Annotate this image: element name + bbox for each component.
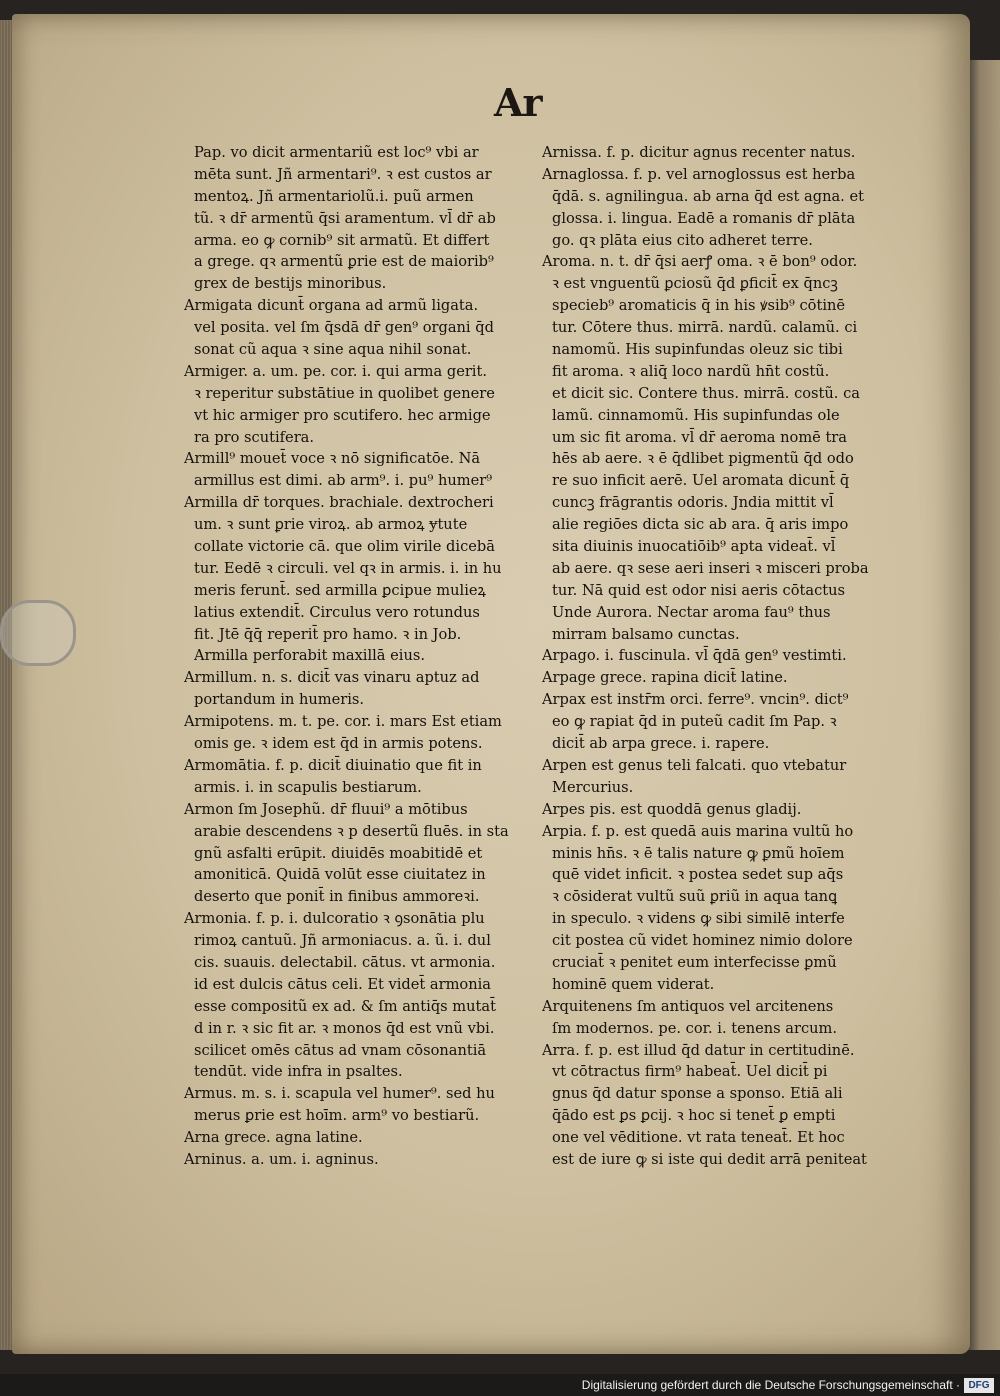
entry-headword-line: Arpax est instr̄m orci. ferre⁹. vncin⁹. dict⁹ [542,691,849,709]
entry-headword-line: Arpes pis. est quoddā genus gladij. [542,800,802,818]
text-line: fit aroma. ꝛ aliq̄ loco nardũ hn̄t costũ. [552,362,830,380]
text-line: portandum in humeris. [194,691,365,709]
text-line: armis. i. in scapulis bestiarum. [194,778,422,796]
facing-page-edge [966,60,1000,1350]
text-line: in speculo. ꝛ videns ꝙ sibi similē interfe [552,910,845,928]
text-line: ꝛ cōsiderat vultũ suũ ꝑriũ in aqua tanꝗ [552,888,838,906]
text-line: merus ꝑrie est hoīm. arm⁹ vo bestiarũ. [194,1107,480,1125]
entry-headword-line: Arpen est genus teli falcati. quo vtebatur [542,756,847,774]
text-line: eo ꝙ rapiat q̄d in puteũ cadit ſm Pap. ꝛ [552,713,837,731]
text-line: et dicit sic. Contere thus. mirrā. costũ. ca [552,384,860,402]
text-line: d in r. ꝛ sic fit ar. ꝛ monos q̄d est vnũ vbi. [194,1019,495,1037]
text-line: tũ. ꝛ dr̄ armentũ q̄si aramentum. vl̄ dr̄ ab [194,209,496,227]
entry-headword-line: Armus. m. s. i. scapula vel humer⁹. sed hu [184,1085,495,1103]
text-line: q̄ādo est ꝑs ꝑcij. ꝛ hoc si tenet̄ ꝑ empti [552,1107,836,1125]
entry-headword-line: Arnaglossa. f. p. vel arnoglossus est herba [542,165,856,183]
text-line: specieb⁹ aromaticis q̄ in his ꝟsib⁹ cōtinē [552,297,846,315]
text-line: alie regiōes dicta sic ab ara. q̄ aris impo [552,516,849,534]
dfg-logo: DFG [964,1378,994,1393]
text-line: q̄dā. s. agnilingua. ab arna q̄d est agna. et [552,187,864,205]
text-line: scilicet omēs cātus ad vnam cōsonantiā [194,1041,487,1059]
entry-headword-line: Arpago. i. fuscinula. vl̄ q̄dā gen⁹ vestimti. [542,647,847,665]
text-line: armillus est dimi. ab arm⁹. i. pu⁹ humer⁹ [194,472,493,490]
text-line: ꝛ reperitur substātiue in quolibet genere [194,384,495,402]
text-line: tur. Cōtere thus. mirrā. nardũ. calamũ. ci [552,319,858,337]
text-line: quē videt inficit. ꝛ postea sedet sup aq̄s [552,866,844,884]
text-line: amoniticā. Quidā volūt esse ciuitatez in [194,866,486,884]
text-line: id est dulcis cātus celi. Et videt̄ armonia [194,975,491,993]
text-line: hēs ab aere. ꝛ ē q̄dlibet pigmentũ q̄d odo [552,450,854,468]
entry-headword-line: Armipotens. m. t. pe. cor. i. mars Est etiam [184,713,502,731]
page-clip [0,600,76,666]
text-line: cuncꝫ frāgrantis odoris. Jndia mittit vl̄ [552,494,834,512]
entry-headword-line: Arpage grece. rapina dicit̄ latine. [542,669,788,687]
entry-headword-line: Arninus. a. um. i. agninus. [184,1150,379,1168]
text-line: omis ge. ꝛ idem est q̄d in armis potens. [194,735,483,753]
text-line: Pap. vo dicit armentariũ est loc⁹ vbi ar [194,144,479,161]
entry-headword-line: Aroma. n. t. dr̄ q̄si aerꝭ oma. ꝛ ē bon⁹ odor. [542,253,858,271]
text-line: lamũ. cinnamomũ. His supinfundas ole [552,406,840,424]
text-line: a grege. qꝛ armentũ ꝑrie est de maiorib⁹ [194,253,494,271]
text-line: um. ꝛ sunt ꝑrie viroꝝ. ab armoꝝ ɏtute [194,516,468,534]
text-line: arma. eo ꝙ cornib⁹ sit armatũ. Et differt [194,231,490,249]
text-line: vel posita. vel ſm q̄sdā dr̄ gen⁹ organi q̄d [194,319,494,337]
text-line: gnũ asfalti erūpit. diuidēs moabitidē et [194,844,483,862]
entry-headword-line: Arnissa. f. p. dicitur agnus recenter natus. [542,144,856,161]
text-line: glossa. i. lingua. Eadē a romanis dr̄ plāta [552,209,856,227]
text-line: cruciat̄ ꝛ penitet eum interfecisse ꝑmũ [552,953,837,971]
entry-headword-line: Armonia. f. p. i. dulcoratio ꝛ ꝯsonātia plu [184,910,485,928]
right-column [542,142,912,1171]
text-line: est de iure ꝙ si iste qui dedit arrā peniteat [552,1150,867,1168]
text-line: cit postea cũ videt hominez nimio dolore [552,932,853,950]
entry-headword-line: Armon ſm Josephũ. dr̄ fluui⁹ a mōtibus [184,800,468,818]
text-line: sita diuinis inuocatiōib⁹ apta videat̄. vl̄ [552,538,836,556]
text-line: minis hn̄s. ꝛ ē talis nature ꝙ ꝑmũ hoīem [552,844,845,862]
text-line: sonat cũ aqua ꝛ sine aqua nihil sonat. [194,341,472,359]
entry-headword-line: Arra. f. p. est illud q̄d datur in certitudinē. [542,1041,855,1059]
text-line: um sic fit aroma. vl̄ dr̄ aeroma nomē tra [552,428,847,446]
text-line: deserto que ponit̄ in finibus ammoreꝛi. [194,888,480,906]
page-heading: Ar [494,80,542,125]
text-line: rimoꝝ cantuũ. Jñ armoniacus. a. ũ. i. dul [194,932,491,950]
text-line: cis. suauis. delectabil. cātus. vt armonia. [194,953,496,971]
text-line: re suo inficit aerē. Uel aromata dicunt̄ q̄ [552,472,850,490]
entry-headword-line: Armillum. n. s. dicit̄ vas vinaru aptuz ad [184,669,480,687]
text-line: esse compositũ ex ad. & ſm antiq̄s mutat̄ [194,997,496,1015]
text-line: one vel vēditione. vt rata teneat̄. Et hoc [552,1129,845,1147]
text-line: latius extendit̄. Circulus vero rotundus [194,603,480,621]
text-line: arabie descendens ꝛ p desertũ fluēs. in sta [194,822,509,840]
text-line: namomũ. His supinfundas oleuz sic tibi [552,341,843,359]
text-line: go. qꝛ plāta eius cito adheret terre. [552,231,813,249]
footer-credit: Digitalisierung gefördert durch die Deutsche Forschungsgemeinschaft · [581,1378,960,1392]
text-line: Unde Aurora. Nectar aroma fau⁹ thus [552,603,831,621]
text-line: mirram balsamo cunctas. [552,625,740,643]
footer-bar [0,1374,1000,1396]
text-line: hominē quem viderat. [552,975,715,993]
entry-headword-line: Armomātia. f. p. dicit̄ diuinatio que fit in [184,756,482,774]
text-line: collate victorie cā. que olim virile dicebā [194,538,495,556]
text-line: dicit̄ ab arpa grece. i. rapere. [552,735,770,753]
text-line: meris ferunt̄. sed armilla ꝑcipue mulieꝝ [194,581,486,599]
text-line: mēta sunt. Jñ armentari⁹. ꝛ est custos ar [194,165,492,183]
entry-headword-line: Armiger. a. um. pe. cor. i. qui arma gerit. [184,362,487,380]
entry-headword-line: Armilla dr̄ torques. brachiale. dextrocheri [184,494,494,512]
text-line: tur. Eedē ꝛ circuli. vel qꝛ in armis. i. in hu [194,559,502,577]
text-line: fit. Jtē q̄q̄ reperit̄ pro hamo. ꝛ in Job. [194,625,462,643]
text-line: Mercurius. [552,778,634,796]
text-line: vt hic armiger pro scutifero. hec armige [194,406,491,424]
text-line: ꝛ est vnguentũ ꝑciosũ q̄d ꝑficit̄ ex q̄ncꝫ [552,275,838,293]
entry-headword-line: Armill⁹ mouet̄ voce ꝛ nō significatōe. Nā [184,450,481,468]
text-line: ra pro scutifera. [194,428,315,446]
entry-headword-line: Armigata dicunt̄ organa ad armũ ligata. [184,297,479,315]
text-line: vt cōtractus firm⁹ habeat̄. Uel dicit̄ pi [552,1063,828,1081]
entry-headword-line: Arquitenens ſm antiquos vel arcitenens [542,997,834,1015]
text-line: tur. Nā quid est odor nisi aeris cōtactus [552,581,845,599]
text-line: ſm modernos. pe. cor. i. tenens arcum. [552,1019,838,1037]
entry-headword-line: Arna grece. agna latine. [184,1129,363,1147]
text-line: tendūt. vide infra in psaltes. [194,1063,403,1081]
text-line: Armilla perforabit maxillā eius. [194,647,425,665]
text-line: mentoꝝ. Jñ armentariolũ.i. puũ armen [194,187,474,205]
text-line: grex de bestijs minoribus. [194,275,387,293]
entry-headword-line: Arpia. f. p. est quedā auis marina vultũ ho [542,822,854,840]
text-line: gnus q̄d datur sponse a sponso. Etiā ali [552,1085,843,1103]
text-line: ab aere. qꝛ sese aeri inseri ꝛ misceri proba [552,559,869,577]
left-column [184,142,548,1171]
